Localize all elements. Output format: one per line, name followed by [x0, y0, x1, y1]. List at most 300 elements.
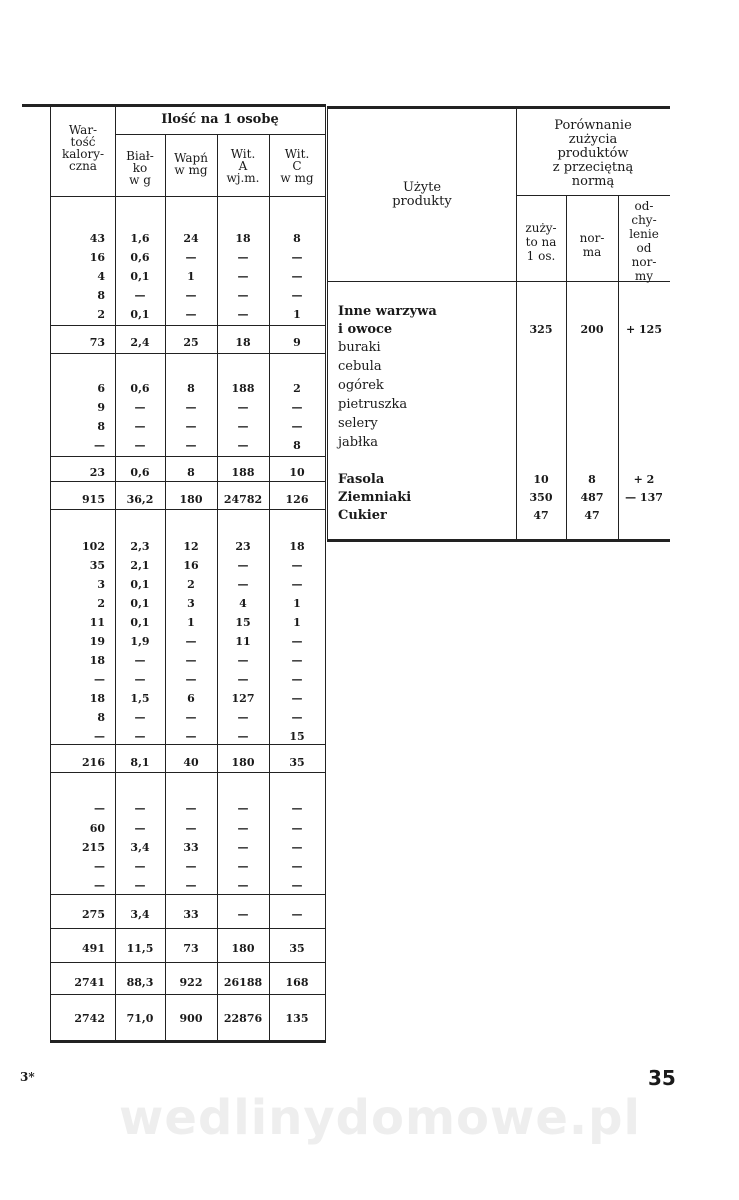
table-cell [51, 232, 115, 245]
cell-value: — [291, 908, 303, 921]
product-name: pietruszka [338, 397, 408, 412]
table-cell [217, 540, 269, 553]
cell-value: 73 [89, 336, 105, 349]
table-row [51, 334, 325, 353]
cell-value: — [291, 860, 303, 873]
table-cell [115, 540, 165, 553]
table-cell [217, 232, 269, 245]
table-cell [51, 860, 115, 873]
cell-value: — [291, 578, 303, 591]
cell-value: — [134, 822, 146, 835]
cell-value: — [134, 802, 146, 815]
cell-value: 8,1 [130, 756, 150, 769]
cell-value: — [185, 635, 197, 648]
cell-value: 127 [231, 692, 255, 705]
table-cell [217, 382, 269, 395]
cell-value: 9 [293, 336, 301, 349]
cell-value: — [185, 654, 197, 667]
table-cell [165, 692, 217, 705]
table-row [51, 538, 325, 557]
table-row [51, 306, 325, 325]
table-row [51, 557, 325, 576]
cell-value: 0,6 [130, 251, 150, 264]
header-norma: nor- ma [579, 231, 605, 259]
table-cell [51, 879, 115, 892]
cell-value: 215 [82, 841, 105, 854]
table-cell [51, 802, 115, 815]
cell-value: 18 [89, 654, 105, 667]
table-row [51, 800, 325, 819]
cell-value: — [291, 692, 303, 705]
cell-value: 4 [97, 270, 105, 283]
cell-value: 1,9 [130, 635, 150, 648]
table-cell [115, 756, 165, 769]
table-cell [115, 860, 165, 873]
cell-value: 73 [183, 942, 199, 955]
cell-value: — [134, 673, 146, 686]
table-row [51, 877, 325, 896]
cell-value: 11 [235, 635, 251, 648]
table-cell [51, 756, 115, 769]
table-cell [115, 382, 165, 395]
table-cell [165, 232, 217, 245]
table-cell [269, 673, 325, 686]
cell-value: — [94, 802, 105, 815]
header-kcal: War- tość kalory- czna [61, 123, 105, 173]
cell-value: 71,0 [126, 1012, 154, 1025]
cell-value: 180 [231, 756, 255, 769]
table-cell [51, 493, 115, 506]
table-cell [51, 289, 115, 302]
table-cell [51, 559, 115, 572]
table-cell [217, 336, 269, 349]
cell-value: 1 [187, 270, 195, 283]
table-row [51, 399, 325, 418]
table-row [51, 437, 325, 456]
product-zuzyto: 10 [533, 473, 549, 486]
cell-value: — [291, 802, 303, 815]
cell-value: 2,3 [130, 540, 150, 553]
cell-value: 1,5 [130, 692, 150, 705]
table-cell [165, 336, 217, 349]
table-cell [217, 616, 269, 629]
table-cell [217, 730, 269, 743]
table-row [51, 690, 325, 709]
cell-value: 8 [293, 232, 301, 245]
table-cell [115, 578, 165, 591]
cell-value: 3 [97, 578, 105, 591]
product-zuzyto: 325 [529, 323, 553, 336]
table-row [51, 754, 325, 773]
row-separator [51, 353, 325, 354]
cell-value: — [94, 673, 105, 686]
cell-value: 188 [231, 382, 255, 395]
cell-value: 18 [235, 232, 251, 245]
cell-value: 2,1 [130, 559, 150, 572]
page-number: 35 [648, 1066, 676, 1090]
table-cell [269, 466, 325, 479]
product-odch: + 2 [633, 473, 655, 486]
cell-value: — [185, 822, 197, 835]
product-name: Inne warzywa [338, 304, 437, 319]
table-cell [165, 439, 217, 452]
table-cell [217, 578, 269, 591]
table-cell [115, 336, 165, 349]
table-cell [51, 673, 115, 686]
table-cell [165, 270, 217, 283]
cell-value: — [237, 841, 249, 854]
table-row [51, 418, 325, 437]
table-cell [269, 802, 325, 815]
table-cell [269, 336, 325, 349]
cell-value: 1 [293, 597, 301, 610]
cell-value: — [291, 559, 303, 572]
table-cell [115, 802, 165, 815]
cell-value: — [237, 270, 249, 283]
cell-value: 40 [183, 756, 199, 769]
cell-value: 16 [89, 251, 105, 264]
cell-value: — [185, 439, 197, 452]
table-cell [51, 635, 115, 648]
table-cell [115, 711, 165, 724]
header-ilosc: Ilość na 1 osobę [161, 112, 279, 127]
cell-value: — [291, 841, 303, 854]
product-norma: 8 [588, 473, 596, 486]
product-name: selery [338, 416, 378, 431]
table-cell [115, 232, 165, 245]
cell-value: — [94, 860, 105, 873]
table-cell [165, 841, 217, 854]
cell-value: — [291, 673, 303, 686]
cell-value: — [134, 439, 146, 452]
table-cell [51, 1012, 115, 1025]
table-cell [165, 308, 217, 321]
table-cell [51, 841, 115, 854]
cell-value: 180 [179, 493, 203, 506]
row-separator [51, 325, 325, 326]
header-witc: Wit. C w mg [280, 147, 314, 185]
table-cell [217, 270, 269, 283]
cell-value: — [291, 420, 303, 433]
table-cell [269, 578, 325, 591]
table-cell [115, 493, 165, 506]
table-row [51, 709, 325, 728]
cell-value: 15 [289, 730, 305, 743]
table-cell [115, 616, 165, 629]
cell-value: — [291, 289, 303, 302]
table-row [51, 464, 325, 483]
cell-value: — [134, 711, 146, 724]
cell-value: — [237, 860, 249, 873]
table-cell [165, 879, 217, 892]
comparison-table [327, 106, 670, 542]
product-name: ogórek [338, 378, 384, 393]
cell-value: — [185, 730, 197, 743]
cell-value: — [237, 420, 249, 433]
product-norma: 47 [584, 509, 600, 522]
product-odch: + 125 [625, 323, 662, 336]
cell-value: 18 [89, 692, 105, 705]
table-cell [165, 802, 217, 815]
table-cell [269, 654, 325, 667]
table-cell [217, 711, 269, 724]
cell-value: 0,6 [130, 382, 150, 395]
table-cell [51, 616, 115, 629]
table-cell [217, 401, 269, 414]
cell-value: 3,4 [130, 908, 150, 921]
table-cell [217, 466, 269, 479]
table-cell [115, 976, 165, 989]
table-cell [165, 420, 217, 433]
product-name: cebula [338, 359, 382, 374]
cell-value: — [185, 289, 197, 302]
table-row [51, 839, 325, 858]
table-cell [269, 308, 325, 321]
cell-value: 8 [293, 439, 301, 452]
table-cell [115, 654, 165, 667]
table-cell [165, 673, 217, 686]
table-cell [165, 597, 217, 610]
table-cell [269, 270, 325, 283]
table-cell [217, 289, 269, 302]
table-cell [115, 439, 165, 452]
cell-value: 0,1 [130, 308, 150, 321]
cell-value: — [237, 802, 249, 815]
product-name: jabłka [338, 435, 378, 450]
table-cell [217, 635, 269, 648]
table-cell [217, 802, 269, 815]
table-cell [269, 860, 325, 873]
cell-value: 8 [97, 289, 105, 302]
table-cell [165, 908, 217, 921]
table-cell [269, 822, 325, 835]
cell-value: — [237, 673, 249, 686]
cell-value: 922 [179, 976, 203, 989]
table-cell [51, 692, 115, 705]
table-cell [269, 711, 325, 724]
cell-value: 2741 [74, 976, 105, 989]
table-cell [115, 730, 165, 743]
table-row [51, 249, 325, 268]
table-cell [217, 1012, 269, 1025]
table-cell [165, 730, 217, 743]
product-name: Cukier [338, 508, 387, 523]
table-cell [165, 251, 217, 264]
table-cell [51, 466, 115, 479]
table-row [51, 652, 325, 671]
cell-value: 6 [187, 692, 195, 705]
cell-value: 915 [82, 493, 105, 506]
table-cell [165, 654, 217, 667]
table-row [51, 576, 325, 595]
cell-value: 135 [285, 1012, 309, 1025]
table-cell [115, 635, 165, 648]
cell-value: 2 [187, 578, 195, 591]
cell-value: 35 [89, 559, 105, 572]
cell-value: — [185, 802, 197, 815]
table-cell [51, 908, 115, 921]
cell-value: — [185, 879, 197, 892]
table-cell [165, 289, 217, 302]
cell-value: 0,1 [130, 616, 150, 629]
product-odch: — 137 [625, 491, 663, 504]
product-name: Ziemniaki [338, 490, 412, 505]
product-name: buraki [338, 340, 381, 355]
table-cell [217, 879, 269, 892]
cell-value: — [237, 401, 249, 414]
cell-value: — [185, 711, 197, 724]
table-cell [269, 401, 325, 414]
table-cell [269, 635, 325, 648]
cell-value: 11 [89, 616, 105, 629]
table-cell [115, 420, 165, 433]
table-cell [51, 822, 115, 835]
cell-value: — [291, 635, 303, 648]
cell-value: 275 [82, 908, 105, 921]
table-cell [51, 382, 115, 395]
cell-value: — [134, 654, 146, 667]
cell-value: — [185, 251, 197, 264]
cell-value: — [134, 401, 146, 414]
table-cell [165, 493, 217, 506]
table-cell [269, 439, 325, 452]
table-cell [217, 673, 269, 686]
cell-value: 36,2 [126, 493, 154, 506]
cell-value: — [134, 860, 146, 873]
table-cell [217, 860, 269, 873]
table-cell [269, 616, 325, 629]
table-cell [217, 597, 269, 610]
cell-value: 8 [187, 382, 195, 395]
table-cell [165, 756, 217, 769]
cell-value: — [185, 308, 197, 321]
cell-value: — [134, 730, 146, 743]
cell-value: — [134, 420, 146, 433]
cell-value: 188 [231, 466, 255, 479]
table-cell [115, 559, 165, 572]
cell-value: 23 [235, 540, 251, 553]
table-cell [51, 976, 115, 989]
table-cell [115, 879, 165, 892]
header-bialko: Biał- ko w g [126, 149, 154, 187]
cell-value: — [237, 822, 249, 835]
table-cell [217, 822, 269, 835]
table-row [51, 820, 325, 839]
table-cell [51, 711, 115, 724]
table-cell [115, 942, 165, 955]
table-cell [269, 730, 325, 743]
cell-value: 23 [89, 466, 105, 479]
cell-value: — [185, 401, 197, 414]
table-cell [51, 597, 115, 610]
row-separator [51, 456, 325, 457]
table-cell [165, 1012, 217, 1025]
table-cell [115, 289, 165, 302]
row-separator [51, 928, 325, 929]
cell-value: — [291, 654, 303, 667]
cell-value: 491 [82, 942, 105, 955]
cell-value: — [237, 308, 249, 321]
cell-value: — [291, 270, 303, 283]
table-cell [269, 251, 325, 264]
cell-value: 2 [97, 597, 105, 610]
cell-value: 180 [231, 942, 255, 955]
table-row [51, 230, 325, 249]
table-cell [269, 976, 325, 989]
table-cell [51, 336, 115, 349]
cell-value: 15 [235, 616, 251, 629]
table-cell [51, 420, 115, 433]
cell-value: — [291, 879, 303, 892]
header-produkty: Użyte produkty [392, 180, 452, 209]
table-row [51, 940, 325, 959]
product-name: Fasola [338, 472, 385, 487]
table-cell [165, 466, 217, 479]
header-zuzyto: zuży- to na 1 os. [525, 221, 557, 263]
table-cell [217, 420, 269, 433]
cell-value: 18 [289, 540, 305, 553]
table-cell [217, 756, 269, 769]
cell-value: 24 [183, 232, 199, 245]
table-cell [269, 232, 325, 245]
table-cell [115, 1012, 165, 1025]
cell-value: — [185, 673, 197, 686]
cell-value: — [134, 289, 146, 302]
table-row [51, 287, 325, 306]
cell-value: 126 [285, 493, 309, 506]
table-cell [115, 822, 165, 835]
cell-value: 11,5 [126, 942, 154, 955]
table-cell [269, 942, 325, 955]
table-cell [165, 942, 217, 955]
table-row [51, 1010, 325, 1029]
table-cell [115, 908, 165, 921]
table-cell [217, 559, 269, 572]
table-cell [269, 540, 325, 553]
cell-value: 16 [183, 559, 199, 572]
cell-value: 88,3 [126, 976, 154, 989]
cell-value: 1 [187, 616, 195, 629]
table-cell [51, 540, 115, 553]
cell-value: 24782 [223, 493, 263, 506]
cell-value: 3,4 [130, 841, 150, 854]
table-cell [115, 673, 165, 686]
table-cell [217, 841, 269, 854]
table-cell [115, 308, 165, 321]
cell-value: — [237, 559, 249, 572]
product-zuzyto: 350 [529, 491, 553, 504]
table-cell [217, 493, 269, 506]
cell-value: 900 [179, 1012, 203, 1025]
cell-value: 216 [82, 756, 105, 769]
cell-value: — [291, 822, 303, 835]
table-cell [165, 822, 217, 835]
cell-value: — [237, 251, 249, 264]
header-odchylenie: od- chy- lenie od nor- my [629, 199, 659, 283]
cell-value: 33 [183, 841, 199, 854]
table-cell [165, 382, 217, 395]
cell-value: — [134, 879, 146, 892]
cell-value: 1,6 [130, 232, 150, 245]
cell-value: — [237, 730, 249, 743]
cell-value: 1 [293, 308, 301, 321]
nutrition-table-header [51, 106, 325, 197]
cell-value: 26188 [223, 976, 263, 989]
sheet-mark: 3* [20, 1070, 35, 1084]
table-cell [269, 879, 325, 892]
table-row [51, 491, 325, 510]
cell-value: 6 [97, 382, 105, 395]
